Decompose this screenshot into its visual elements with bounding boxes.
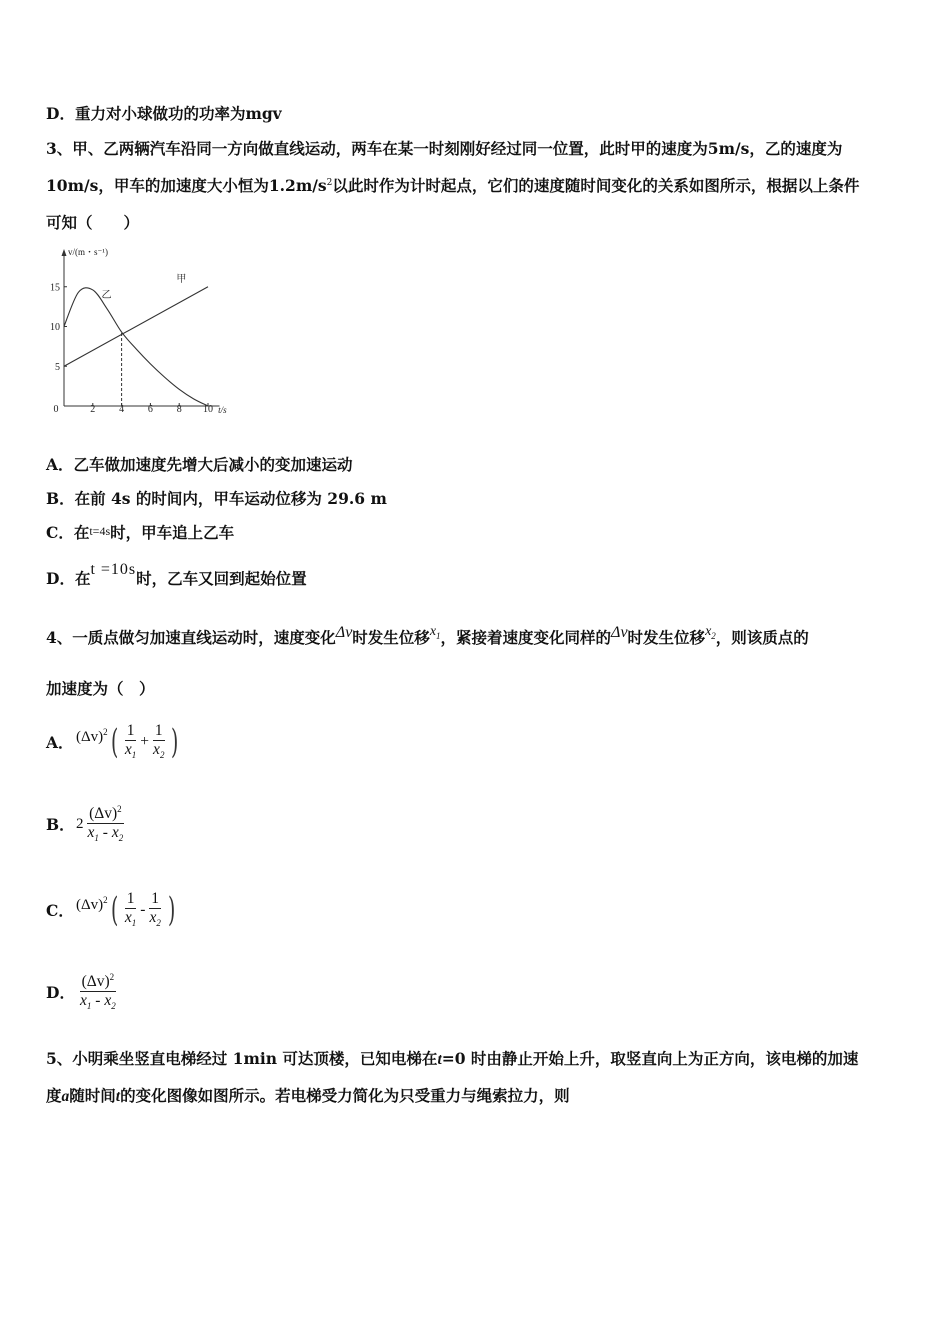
q3-stem-line2: 10m/s，甲车的加速度大小恒为$1.2m/s^2$以此时作为计时起点，它们的速度随时间变化的关系如图所示，根据以上条件 [46,176,860,195]
q3-stem-line3: 可知（ ） [46,213,140,232]
q5-stem-line1: 5、小明乘坐竖直电梯经过 1min 可达顶楼，已知电梯在t=0 时由静止开始上升，取竖直向上为正方向，该电梯的加速 [46,1049,859,1068]
q3-stem-line1: 3、甲、乙两辆汽车沿同一方向做直线运动，两车在某一时刻刚好经过同一位置，此时甲的速度为5m/s，乙的速度为 [46,139,843,158]
x-tick-label: 6 [147,404,153,415]
y-tick-label: 15 [50,282,60,294]
x-tick-label: 10 [203,404,213,415]
x-tick-label: 4 [119,404,125,415]
q3-option-c: C．在t=4s时，甲车追上乙车 [46,523,235,542]
series-line-jia [64,287,208,367]
q4-option-a: A． $(\Delta v)^2$ ( $\frac{1}{x_1}$ + $\frac{1}{x_2}$ ) [46,722,179,762]
x-tick-label: 2 [90,404,96,415]
series-label-jia: 甲 [176,273,187,285]
q4-stem-line1: 4、一质点做匀加速直线运动时，速度变化Δv时发生位移$x_1$，紧接着速度变化同样的Δv时发生位移$x_2$，则该质点的 [46,624,809,647]
q3-option-d: D．在t =10s时，乙车又回到起始位置 [46,561,307,588]
q4-option-d: D． $\frac{(\Delta v)^2}{x_1 - x_2}$ [46,971,116,1012]
q4-option-b: B． 2 $\frac{(\Delta v)^2}{x_1 - x_2}$ [46,803,124,844]
y-tick-label: 10 [50,322,60,333]
q3-option-b: B．在前 4s 的时间内，甲车运动位移为 29.6 m [46,489,387,508]
y-axis-label: v/(m・s⁻¹) [68,247,108,257]
q3-option-a: A．乙车做加速度先增大后减小的变加速运动 [46,455,353,474]
velocity-time-chart [40,240,260,420]
x-axis-label: t/s [218,405,227,415]
series-line-yi [64,288,208,406]
y-axis-arrow [62,249,67,256]
q5-stem-line2: 度a随时间t的变化图像如图所示。若电梯受力简化为只受重力与绳索拉力，则 [46,1086,570,1105]
q4-stem-line2: 加速度为（ ） [46,679,155,698]
y-tick-label: 5 [55,361,60,373]
series-label-yi: 乙 [101,289,112,301]
q4-option-c: C． $(\Delta v)^2$ ( $\frac{1}{x_1}$ - $\frac{1}{x_2}$ ) [46,890,176,930]
x-tick-label: 8 [176,404,182,415]
q2-option-d: D．重力对小球做功的功率为mgv [46,104,282,123]
x-tick-label: 0 [53,404,59,415]
